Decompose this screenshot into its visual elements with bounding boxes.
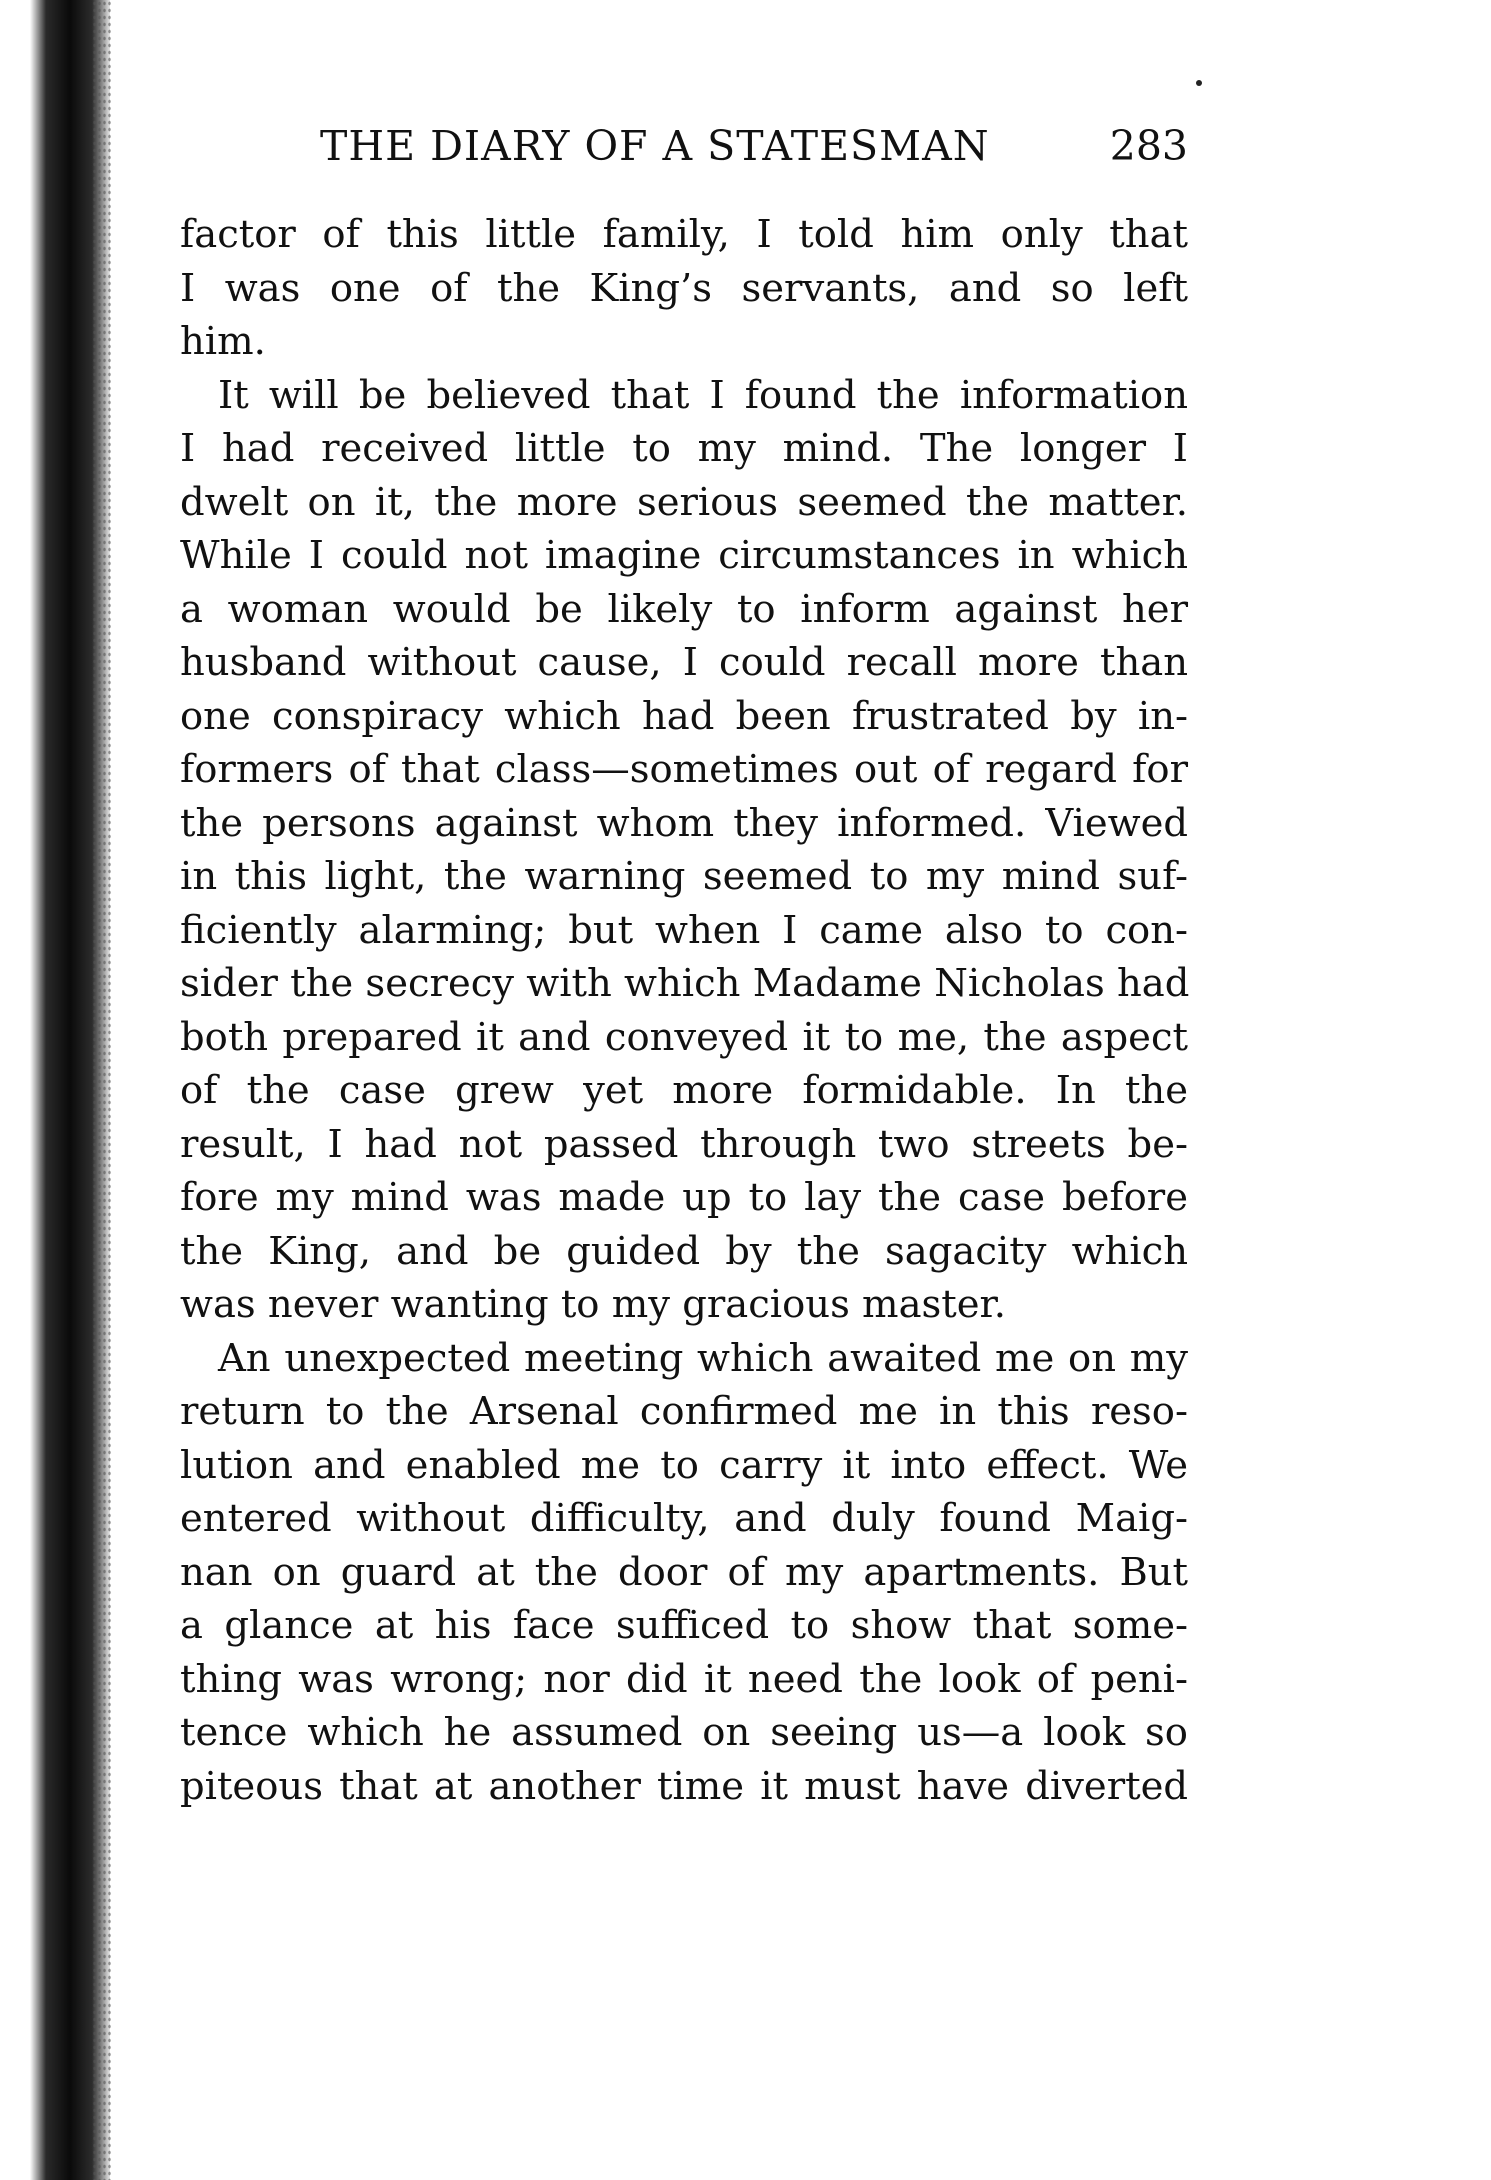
running-title: THE DIARY OF A STATESMAN xyxy=(320,122,990,170)
text-line: both prepared it and conveyed it to me, the aspect xyxy=(180,1014,1188,1060)
text-line: the King, and be guided by the sagacity which xyxy=(180,1228,1188,1274)
text-line: a glance at his face sufficed to show that some- xyxy=(180,1603,1188,1648)
text-line: formers of that class—sometimes out of regard for xyxy=(180,747,1188,792)
text-line: lution and enabled me to carry it into effect. We xyxy=(180,1442,1188,1488)
text-line: was never wanting to my gracious master. xyxy=(180,1282,1006,1327)
text-line: It will be believed that I found the information xyxy=(218,372,1188,418)
text-line: result, I had not passed through two streets be- xyxy=(180,1121,1188,1167)
body-text xyxy=(180,208,1188,1813)
text-line: An unexpected meeting which awaited me on my xyxy=(218,1335,1188,1381)
text-line: piteous that at another time it must have diverted xyxy=(180,1763,1188,1809)
text-line: dwelt on it, the more serious seemed the matter. xyxy=(180,479,1188,525)
text-line: the persons against whom they informed. Viewed xyxy=(180,800,1188,846)
text-line: I was one of the King’s servants, and so left xyxy=(180,265,1188,311)
text-line: sider the secrecy with which Madame Nicholas had xyxy=(180,961,1190,1006)
text-line: one conspiracy which had been frustrated by in- xyxy=(180,693,1188,739)
text-line: ficiently alarming; but when I came also to con- xyxy=(180,907,1188,953)
text-line: a woman would be likely to inform against her xyxy=(180,586,1188,632)
text-line: entered without difficulty, and duly found Maig- xyxy=(180,1496,1188,1541)
text-line: return to the Arsenal confirmed me in this reso- xyxy=(180,1389,1188,1434)
text-line: tence which he assumed on seeing us—a look so xyxy=(180,1710,1188,1755)
text-line: in this light, the warning seemed to my mind suf- xyxy=(180,854,1188,899)
text-line: husband without cause, I could recall more than xyxy=(180,640,1188,685)
text-line: fore my mind was made up to lay the case before xyxy=(180,1175,1188,1220)
page-header xyxy=(320,122,1188,182)
text-line: thing was wrong; nor did it need the look of peni- xyxy=(180,1656,1188,1702)
text-line: of the case grew yet more formidable. In the xyxy=(180,1068,1188,1113)
text-line: factor of this little family, I told him only that xyxy=(180,212,1188,257)
text-line: I had received little to my mind. The longer I xyxy=(180,426,1188,471)
text-line: him. xyxy=(180,319,266,364)
page-number: 283 xyxy=(1109,122,1188,170)
book-binding-shadow xyxy=(0,0,110,2180)
text-line: While I could not imagine circumstances in which xyxy=(180,533,1188,578)
text-line: nan on guard at the door of my apartments. But xyxy=(180,1549,1188,1595)
ink-speck xyxy=(1196,80,1202,86)
